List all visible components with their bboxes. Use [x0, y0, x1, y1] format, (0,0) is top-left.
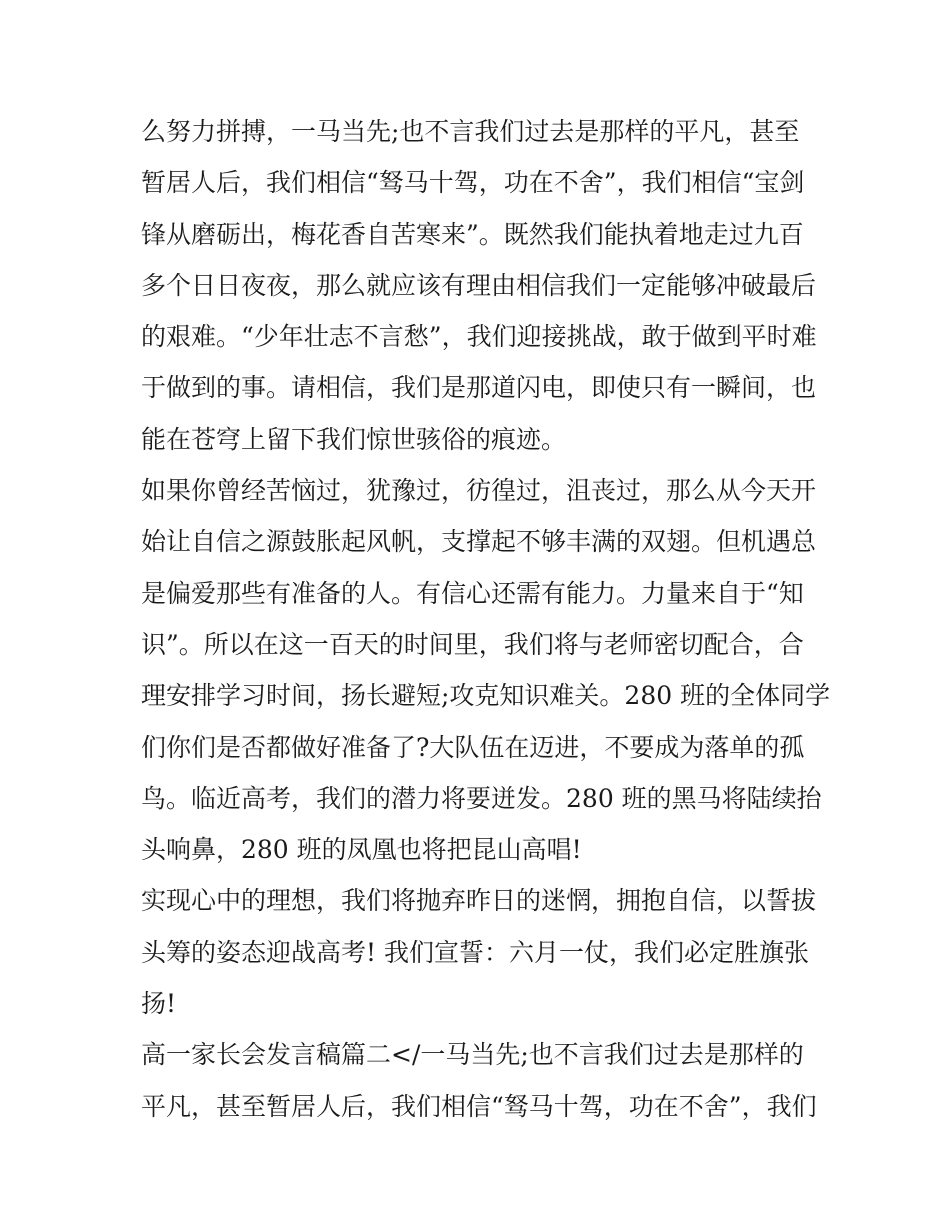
text-line: 如果你曾经苦恼过，犹豫过，彷徨过，沮丧过，那么从今天开: [141, 476, 817, 506]
text-line: 能在苍穹上留下我们惊世骇俗的痕迹。: [141, 424, 567, 454]
text-line: 于做到的事。请相信，我们是那道闪电，即使只有一瞬间，也: [141, 373, 817, 403]
text-line: 头响鼻，280 班的凤凰也将把昆山高唱!: [141, 835, 582, 865]
text-line: 锋从磨砺出，梅花香自苦寒来”。既然我们能执着地走过九百: [141, 219, 804, 249]
text-line: 多个日日夜夜，那么就应该有理由相信我们一定能够冲破最后: [141, 270, 817, 300]
document-body: [141, 106, 831, 1132]
text-line: 暂居人后，我们相信“驽马十驾，功在不舍”，我们相信“宝剑: [141, 168, 805, 198]
text-line: 鸟。临近高考，我们的潜力将要迸发。280 班的黑马将陆续抬: [141, 783, 822, 813]
text-line: 么努力拼搏，一马当先;也不言我们过去是那样的平凡，甚至: [141, 117, 800, 146]
text-line: 头筹的姿态迎战高考! 我们宣誓：六月一仗，我们必定胜旗张: [141, 937, 809, 967]
text-line: 是偏爱那些有准备的人。有信心还需有能力。力量来自于“知: [141, 578, 804, 608]
text-line: 理安排学习时间，扬长避短;攻克知识难关。280 班的全体同学: [141, 681, 831, 711]
text-line: 的艰难。“少年壮志不言愁”，我们迎接挑战，敢于做到平时难: [141, 322, 817, 352]
text-line: 高一家长会发言稿篇二</一马当先;也不言我们过去是那样的: [141, 1040, 804, 1070]
text-line: 平凡，甚至暂居人后，我们相信“驽马十驾，功在不舍”，我们: [141, 1091, 817, 1121]
text-line: 始让自信之源鼓胀起风帆，支撑起不够丰满的双翅。但机遇总: [141, 527, 817, 557]
text-line: 实现心中的理想，我们将抛弃昨日的迷惘，拥抱自信，以誓拔: [141, 886, 817, 916]
text-line: 们你们是否都做好准备了?大队伍在迈进，不要成为落单的孤: [141, 732, 805, 762]
text-line: 识”。所以在这一百天的时间里，我们将与老师密切配合，合: [141, 629, 804, 659]
text-line: 扬!: [141, 989, 177, 1019]
